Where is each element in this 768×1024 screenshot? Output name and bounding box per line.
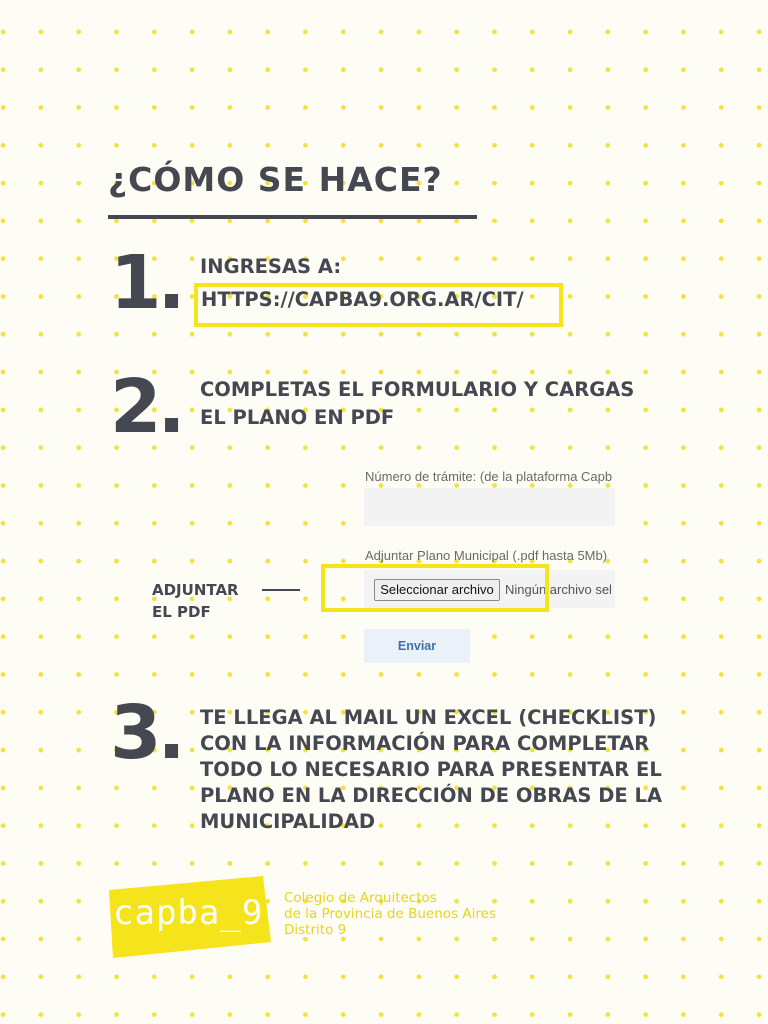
org-name (284, 890, 496, 938)
adjuntar-label: Adjuntar Plano Municipal (.pdf hasta 5Mb) (365, 548, 608, 563)
file-highlight-box (321, 564, 549, 612)
capba-logo-text: capba_9 (113, 893, 264, 933)
step-3-text-line-4: PLANO EN LA DIRECCIÓN DE OBRAS DE LA (200, 784, 663, 807)
step-2-text-line-2: EL PLANO EN PDF (200, 406, 395, 429)
send-button[interactable]: Enviar (364, 629, 470, 663)
org-line-1: Colegio de Arquitectos (284, 890, 437, 906)
callout-line-2: EL PDF (152, 603, 211, 621)
step-1-number: 1. (110, 240, 182, 326)
step-3-text-line-2: CON LA INFORMACIÓN PARA COMPLETAR (200, 732, 650, 755)
tramite-label: Número de trámite: (de la plataforma Capb (365, 469, 613, 484)
tramite-input[interactable] (364, 488, 615, 526)
step-2-text-line-1: COMPLETAS EL FORMULARIO Y CARGAS (200, 378, 635, 401)
org-line-3: Distrito 9 (284, 922, 347, 938)
title-underline (108, 215, 477, 219)
attach-pdf-callout (152, 579, 239, 623)
step-3-number: 3. (110, 690, 182, 776)
step-1-text: INGRESAS A: (200, 255, 342, 278)
cit-url-link[interactable]: HTTPS://CAPBA9.ORG.AR/CIT/ (201, 288, 524, 311)
callout-line-1: ADJUNTAR (152, 581, 239, 599)
select-file-button[interactable]: Seleccionar archivo (374, 579, 500, 601)
callout-connector-line (262, 589, 300, 591)
step-3-text-line-1: TE LLEGA AL MAIL UN EXCEL (CHECKLIST) (200, 706, 657, 729)
step-3-text-line-3: TODO LO NECESARIO PARA PRESENTAR EL (200, 758, 662, 781)
step-3-text-line-5: MUNICIPALIDAD (200, 810, 376, 833)
step-2-number: 2. (110, 364, 182, 450)
page-title: ¿CÓMO SE HACE? (108, 160, 443, 199)
org-line-2: de la Provincia de Buenos Aires (284, 906, 496, 922)
file-status-text: Ningún archivo sel (505, 582, 612, 597)
